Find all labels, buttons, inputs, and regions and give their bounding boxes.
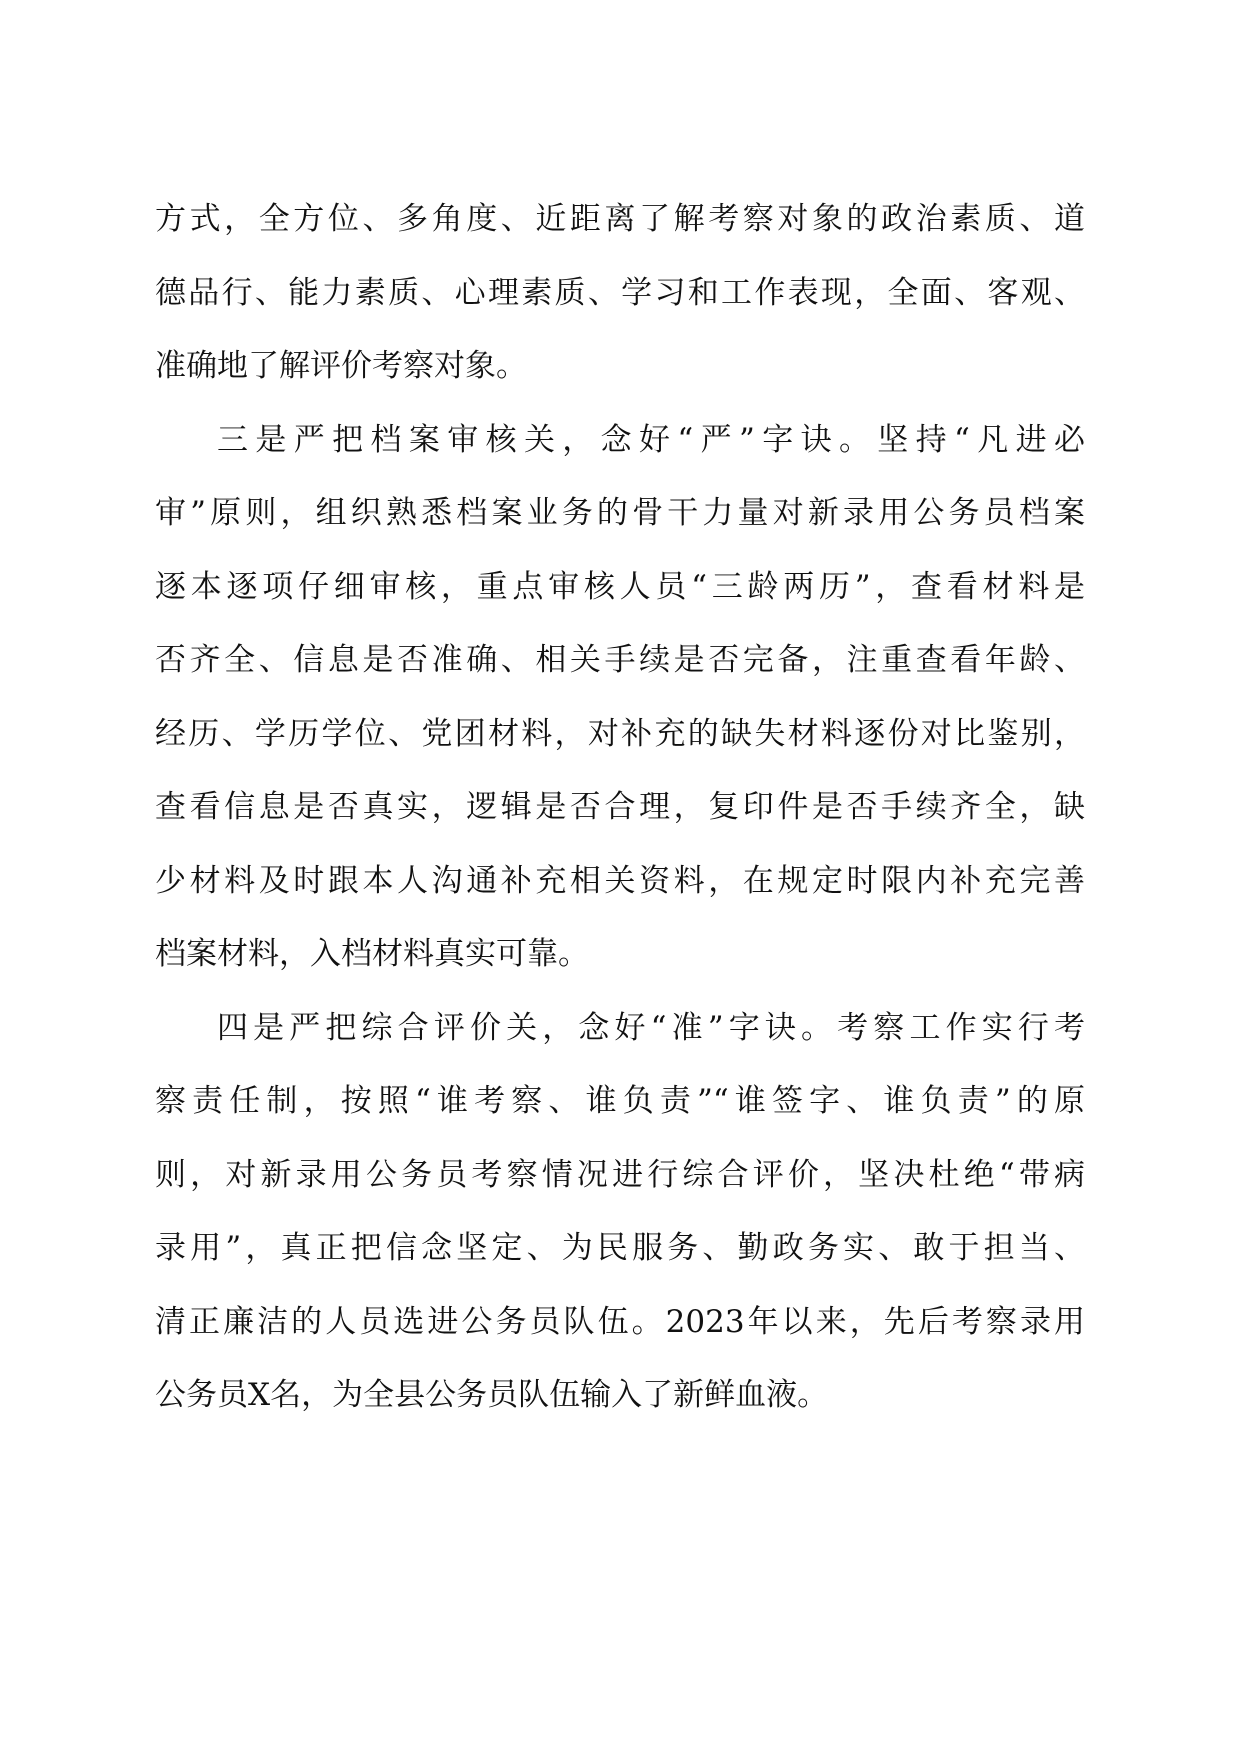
paragraph-line: 经历、学历学位、党团材料，对补充的缺失材料逐份对比鉴别， [155,715,1085,752]
paragraph-line: 四是严把综合评价关，念好“准”字诀。考察工作实行考 [217,1009,1085,1046]
paragraph-line: 否齐全、信息是否准确、相关手续是否完备，注重查看年龄、 [155,642,1085,678]
paragraph-line: 公务员X名，为全县公务员队伍输入了新鲜血液。 [155,1377,829,1413]
paragraph-archive-review [155,404,1085,992]
paragraph-line: 档案材料，入档材料真实可靠。 [155,936,589,972]
paragraph-line: 逐本逐项仔细审核，重点审核人员“三龄两历”，查看材料是 [155,568,1085,605]
paragraph-evaluation-methods [155,183,1085,404]
paragraph-line: 则，对新录用公务员考察情况进行综合评价，坚决杜绝“带病 [155,1156,1085,1193]
paragraph-line: 察责任制，按照“谁考察、谁负责”“谁签字、谁负责”的原 [155,1083,1085,1119]
paragraph-line: 录用”，真正把信念坚定、为民服务、勤政务实、敢于担当、 [155,1230,1085,1266]
paragraph-line: 清正廉洁的人员选进公务员队伍。2023年以来，先后考察录用 [155,1303,1085,1340]
paragraph-line: 德品行、能力素质、心理素质、学习和工作表现，全面、客观、 [155,274,1085,311]
paragraph-line: 三是严把档案审核关，念好“严”字诀。坚持“凡进必 [217,421,1085,458]
document-body [155,183,1085,1433]
paragraph-comprehensive-evaluation [155,992,1085,1433]
paragraph-line: 准确地了解评价考察对象。 [155,348,527,384]
paragraph-line: 方式，全方位、多角度、近距离了解考察对象的政治素质、道 [155,201,1085,237]
paragraph-line: 查看信息是否真实，逻辑是否合理，复印件是否手续齐全，缺 [155,789,1085,825]
paragraph-line: 少材料及时跟本人沟通补充相关资料，在规定时限内补充完善 [155,862,1085,899]
paragraph-line: 审”原则，组织熟悉档案业务的骨干力量对新录用公务员档案 [155,495,1085,531]
